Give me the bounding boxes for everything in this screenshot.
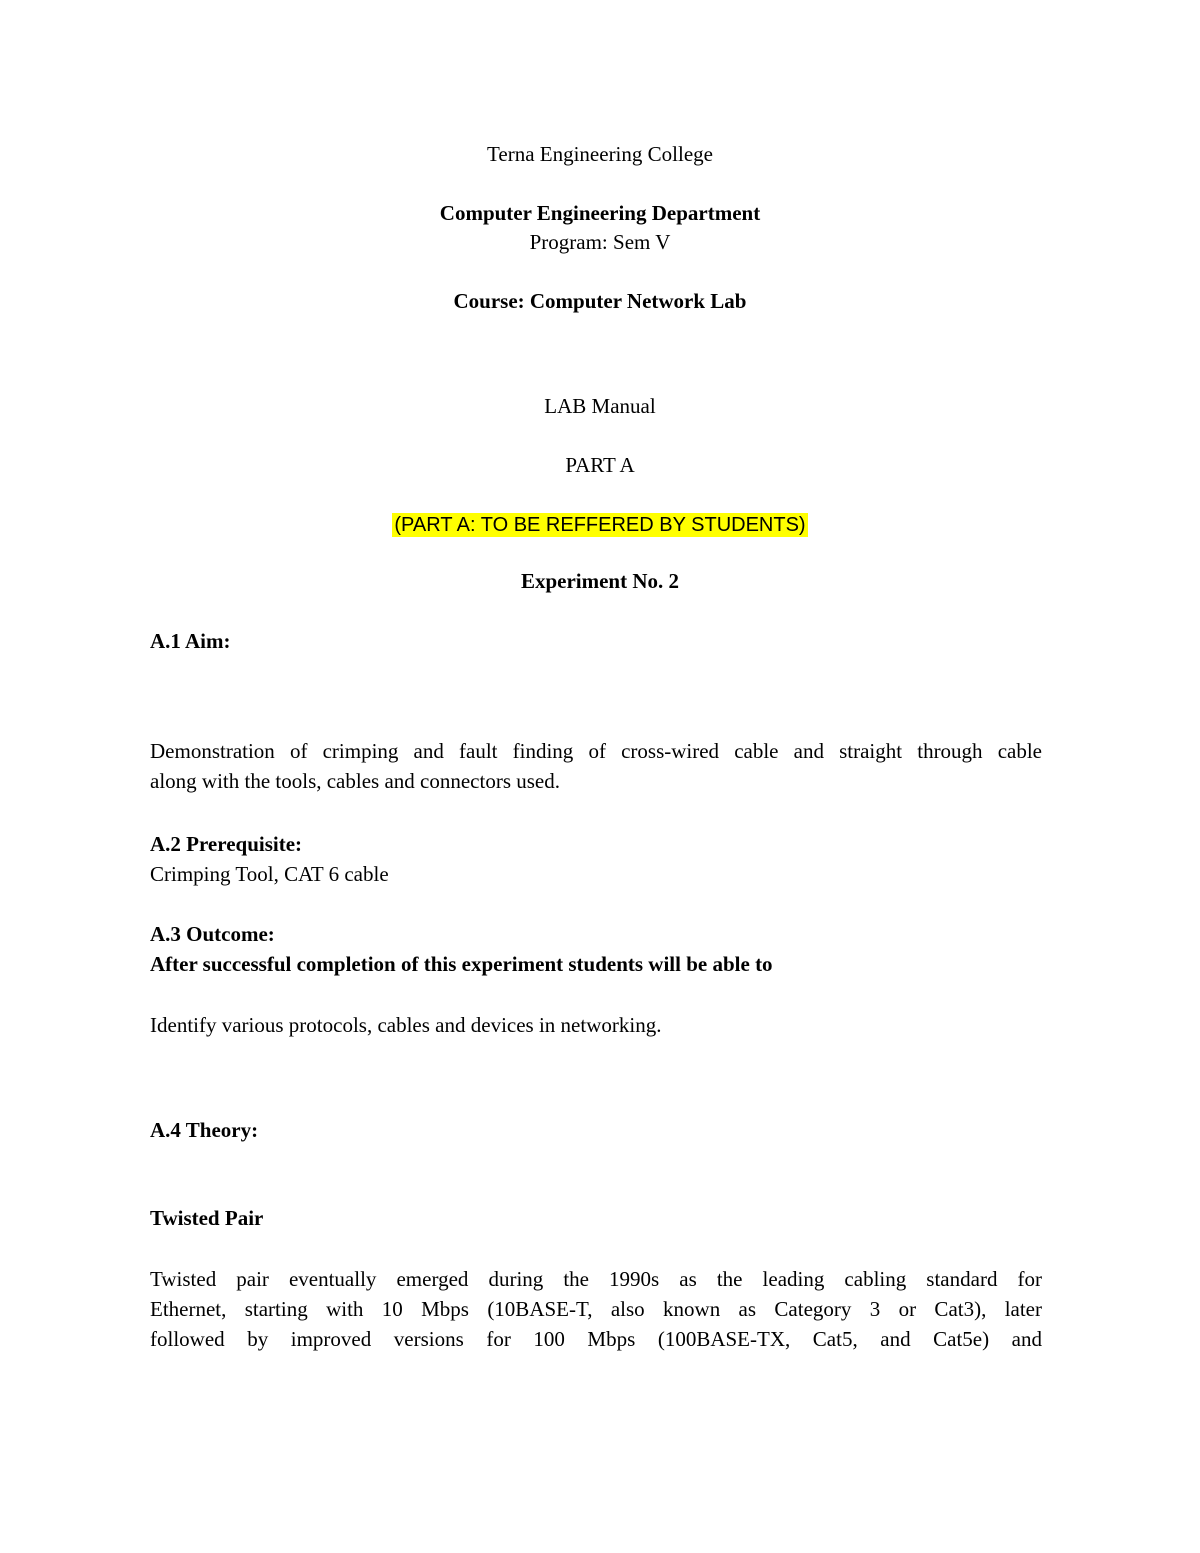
twisted-pair-text-line-2: Ethernet, starting with 10 Mbps (10BASE-T, also known as Category 3 or Cat3), later (150, 1297, 1042, 1321)
department-title: Computer Engineering Department (439, 201, 761, 225)
twisted-pair-text-line-1: Twisted pair eventually emerged during the 1990s as the leading cabling standard for (150, 1267, 1042, 1291)
outcome-heading: A.3 Outcome: (150, 922, 275, 946)
prerequisite-heading: A.2 Prerequisite: (150, 832, 303, 856)
outcome-text: Identify various protocols, cables and devices in networking. (150, 1013, 662, 1037)
twisted-pair-text-line-3: followed by improved versions for 100 Mbps (100BASE-TX, Cat5, and Cat5e) and (150, 1327, 1042, 1351)
outcome-subheading: After successful completion of this experiment students will be able to (150, 952, 773, 976)
aim-heading: A.1 Aim: (150, 629, 231, 653)
twisted-pair-heading: Twisted Pair (150, 1206, 264, 1230)
program-label: Program: Sem V (529, 230, 671, 254)
prerequisite-text: Crimping Tool, CAT 6 cable (150, 862, 389, 886)
aim-text-line-1: Demonstration of crimping and fault finding of cross-wired cable and straight through cable (150, 739, 1042, 763)
manual-label: LAB Manual (544, 394, 656, 418)
part-note-highlight: (PART A: TO BE REFFERED BY STUDENTS) (394, 514, 806, 536)
part-label: PART A (565, 453, 635, 477)
experiment-number: Experiment No. 2 (520, 569, 680, 593)
aim-text-line-2: along with the tools, cables and connectors used. (150, 769, 560, 793)
college-name: Terna Engineering College (487, 142, 713, 166)
part-note-line (0, 512, 1200, 537)
theory-heading: A.4 Theory: (150, 1118, 259, 1142)
course-title: Course: Computer Network Lab (453, 289, 747, 313)
